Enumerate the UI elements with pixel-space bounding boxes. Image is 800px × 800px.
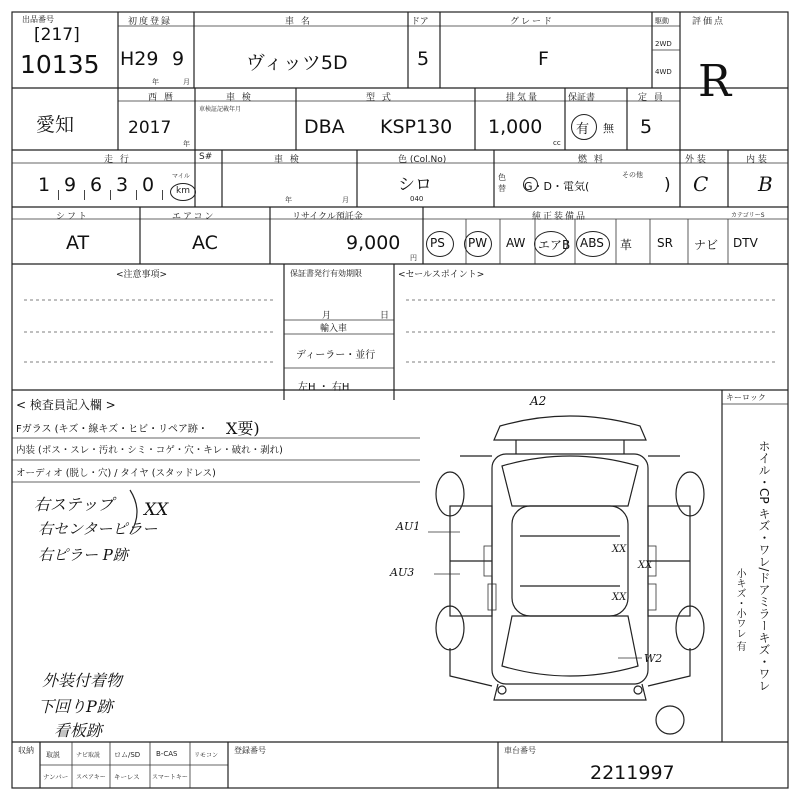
equipment-item: ABS	[580, 236, 604, 250]
label-smart: スマートキー	[152, 774, 188, 781]
hand-bottom-3: 看板跡	[54, 721, 103, 740]
region: 愛知	[36, 114, 75, 136]
unit-yen: 円	[410, 254, 417, 262]
unit-day: 日	[380, 311, 390, 321]
label-drive: 駆動	[655, 17, 669, 25]
label-warranty: 保証書	[568, 93, 596, 103]
mileage-unit-mile: マイル	[172, 173, 190, 180]
equipment-item: エアB	[538, 238, 571, 252]
model: KSP130	[380, 116, 453, 138]
drive-4wd: 4WD	[655, 68, 672, 76]
label-spare: スペアキー	[76, 774, 106, 781]
displacement: 1,000	[488, 116, 543, 138]
label-aircon: エアコン	[172, 212, 216, 222]
mileage-tick	[58, 190, 59, 200]
unit-month-4: 月	[322, 311, 332, 321]
car-diagram	[420, 396, 720, 740]
label-recycle: リサイクル預託金	[292, 212, 363, 222]
unit-year-3: 年	[285, 196, 292, 204]
model-prefix: DBA	[304, 116, 345, 138]
drive-2wd: 2WD	[655, 40, 672, 48]
label-first-reg: 初度登録	[128, 17, 173, 27]
color-change: 色替	[498, 173, 506, 193]
fuel-other: その他	[622, 171, 643, 179]
label-displacement: 排気量	[506, 93, 540, 103]
color: シロ	[398, 175, 432, 195]
label-mileage: 走 行	[104, 155, 131, 165]
first-reg-era: H29	[120, 48, 159, 70]
equipment-item: DTV	[733, 236, 758, 250]
label-storage: 収納	[18, 746, 34, 755]
label-lot: 出品番号	[22, 15, 54, 24]
color-code: 040	[410, 195, 424, 203]
unit-month: 月	[183, 78, 190, 86]
recycle: 9,000	[346, 232, 401, 254]
mark-a2: A2	[530, 394, 547, 408]
mileage-tick	[136, 190, 137, 200]
doors: 5	[417, 48, 430, 70]
mark-au1: AU1	[396, 520, 421, 533]
label-chassis: 車台番号	[504, 746, 536, 755]
audio-line: オーディオ (脱し・穴) / タイヤ (スタッドレス)	[16, 468, 216, 479]
grade: F	[538, 48, 549, 70]
label-color: 色 (Col.No)	[398, 155, 447, 165]
label-import: 輸入車	[320, 324, 348, 334]
equipment-item: 革	[620, 238, 633, 252]
label-remote: リモコン	[194, 752, 219, 759]
label-inspection: 車 検	[226, 93, 253, 103]
capacity: 5	[640, 116, 653, 138]
label-shift: シフト	[56, 212, 90, 222]
mileage-digit: 0	[142, 174, 155, 196]
label-keylock: キーロック	[726, 393, 766, 402]
inspection-note: 車検証記載年月	[199, 106, 242, 113]
hand-note-3: 右ピラー P跡	[38, 546, 128, 564]
fuel-options: G・D・電気(	[524, 180, 590, 193]
equipment-item: ナビ	[694, 238, 719, 252]
import-steer: 左H ・ 右H	[298, 382, 350, 393]
keylock-small-lines: 小キズ・小ワレ 有	[734, 568, 745, 652]
label-model: 型 式	[366, 93, 393, 103]
label-navi-manual: ナビ取説	[76, 752, 101, 759]
hand-bottom-1: 外装付着物	[42, 671, 123, 690]
label-bcas: B-CAS	[156, 750, 178, 758]
unit-year: 年	[152, 78, 159, 86]
first-reg-month: 9	[172, 48, 185, 70]
label-sales-point: <セールスポイント>	[398, 270, 485, 280]
label-warranty-expire: 保証書発行有効期限	[290, 269, 362, 278]
label-car-name: 車 名	[285, 17, 312, 27]
chassis-number: 2211997	[590, 762, 675, 784]
glass-mark: X要)	[226, 419, 260, 438]
mileage-digit: 1	[38, 174, 51, 196]
keylock-vertical-text: ホイル・CP キズ・ワレ/ドアミラーキズ・ワレ	[757, 440, 771, 692]
equipment-circle	[464, 231, 492, 257]
warranty-no: 無	[603, 122, 614, 135]
score: R	[698, 56, 732, 107]
import-dealer: ディーラー・並行	[296, 350, 376, 361]
mark-au3: AU3	[390, 566, 415, 579]
unit-year-2: 年	[183, 140, 190, 148]
label-capacity: 定 員	[638, 93, 665, 103]
car-name: ヴィッツ5D	[246, 52, 348, 74]
mileage-digit: 6	[90, 174, 103, 196]
fuel-circle	[523, 177, 538, 192]
hand-bottom-2: 下回りP跡	[38, 697, 113, 716]
label-service: 取説	[46, 751, 60, 759]
mark-xx-1: XX	[612, 544, 627, 555]
mark-xx-3: XX	[612, 592, 627, 603]
label-interior: 内 装	[746, 155, 767, 165]
hand-note-2: 右センターピラー	[38, 520, 158, 538]
label-year: 西 暦	[148, 93, 175, 103]
label-keyless: キーレス	[114, 773, 140, 781]
glass-line: Fガラス (キズ・線キズ・ヒビ・リペア跡・	[16, 424, 208, 435]
equipment-item: SR	[657, 236, 673, 250]
label-score: 評価点	[692, 17, 726, 27]
mileage-tick	[162, 190, 163, 200]
mileage-tick	[84, 190, 85, 200]
shift: AT	[66, 232, 90, 254]
exterior: C	[693, 172, 709, 196]
hand-note-1: 右ステップ	[34, 495, 114, 514]
mileage-digit: 9	[64, 174, 77, 196]
year: 2017	[128, 118, 172, 138]
label-fuel: 燃 料	[578, 155, 605, 165]
lot-bracket: [217]	[34, 25, 80, 45]
mark-xx-2: XX	[638, 560, 653, 571]
label-caution: <注意事項>	[116, 270, 168, 280]
mark-w2: W2	[644, 652, 663, 665]
mileage-tick	[110, 190, 111, 200]
label-number: ナンバー	[43, 773, 69, 781]
label-inspector: < 検査員記入欄 >	[16, 398, 116, 412]
equipment-item: PW	[468, 236, 488, 250]
equipment-circle	[426, 231, 454, 257]
label-s: S#	[199, 152, 213, 162]
equipment-item: PS	[430, 236, 445, 250]
aircon: AC	[192, 232, 218, 254]
equipment-item: AW	[506, 236, 526, 250]
equipment-circle	[576, 231, 610, 257]
label-exterior: 外 装	[685, 155, 706, 165]
lot-number: 10135	[20, 50, 100, 79]
label-reg-number: 登録番号	[234, 746, 266, 755]
hand-bracket	[126, 488, 150, 538]
fuel-paren: )	[664, 175, 671, 195]
unit-month-3: 月	[342, 196, 349, 204]
label-rom: ロム/SD	[114, 751, 141, 759]
label-grade: グレード	[510, 17, 555, 27]
hand-mark: XX	[144, 500, 169, 520]
label-category: カテゴリーS	[731, 212, 765, 219]
mileage-digit: 3	[116, 174, 129, 196]
label-door: ドア	[411, 17, 429, 27]
label-vin: 車 検	[274, 155, 301, 165]
interior: B	[758, 172, 773, 196]
warranty-yes: 有	[576, 122, 590, 137]
label-equipment: 純正装備品	[532, 212, 588, 222]
equipment-circle	[534, 231, 571, 257]
mileage-unit-km: km	[176, 186, 190, 196]
interior-line: 内装 (ポス・スレ・汚れ・シミ・コゲ・穴・キレ・破れ・剥れ)	[16, 445, 283, 456]
unit-cc: cc	[553, 139, 561, 147]
